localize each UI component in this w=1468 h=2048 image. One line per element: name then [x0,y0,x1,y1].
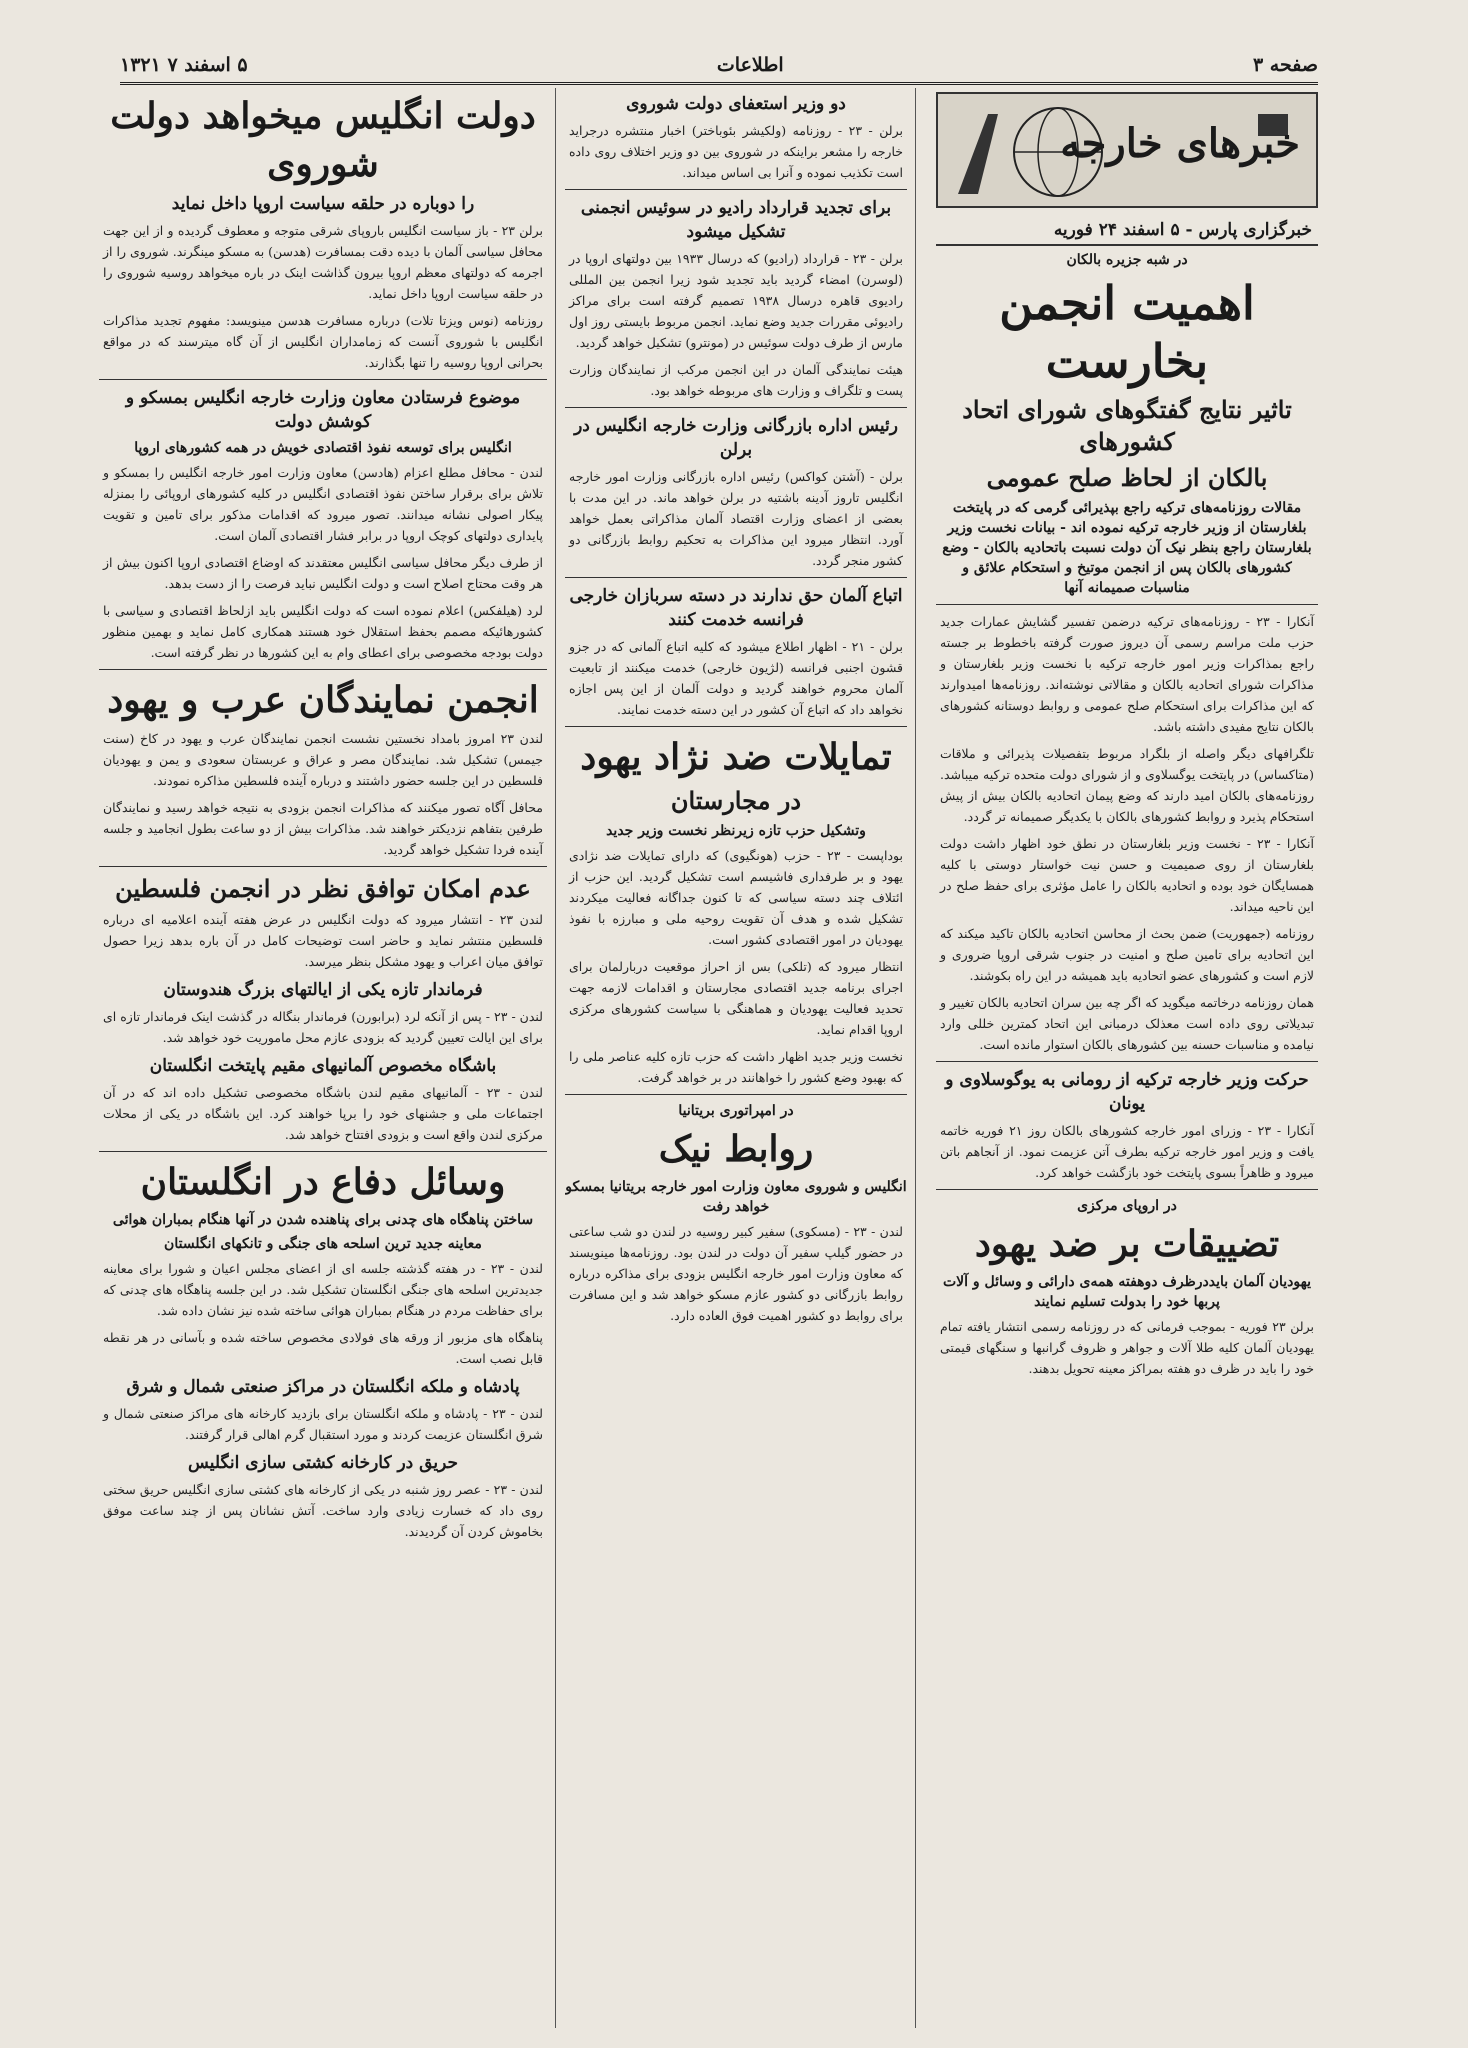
column-left [99,88,556,2028]
issue-date: ۵ اسفند ۷ ۱۳۲۱ [120,54,248,76]
subhead: ساختن پناهگاه های چدنی برای پناهنده شدن در آنها هنگام بمباران هوائی [112,1212,534,1228]
paragraph: لندن - ۲۳ - آلمانیهای مقیم لندن باشگاه مخصوصی تشکیل داده اند که در آن اجتماعات ملی و جشنهای خود را برپا خواهند کرد. این باشگاه در یکی از محلات مرکزی لندن واقع است و بزودی افتتاح خواهد شد. [103,1085,543,1142]
headline: رئیس اداره بازرگانی وزارت خارجه انگلیس در برلن [574,416,898,460]
divider [99,1151,547,1152]
headline: اتباع آلمان حق ندارند در دسته سربازان خارجی فرانسه خدمت کنند [569,586,903,630]
headline: دولت انگلیس میخواهد دولت شوروی [110,95,536,185]
headline: پادشاه و ملکه انگلستان در مراکز صنعتی شمال و شرق [126,1377,520,1397]
deck: یهودیان آلمان بایددرظرف دوهفته همه‌ی دارائی و وسائل و آلات پربها خود را بدولت تسلیم نمایند [942,1274,1311,1310]
paragraph: لندن - ۲۳ - در هفته گذشته جلسه ای از اعضای مجلس اعیان و شورا برای معاینه جدیدترین اسلحه های جنگی انگلستان تشکیل شد. در این جلسه پناهگاه های چدنی که برای حفاظت مردم در هنگام بمباران هوائی ساخته شده نیز نشان داده شد. [103,1261,543,1318]
paragraph: لندن - ۲۳ - (مسکوی) سفیر کبیر روسیه در لندن دو شب ساعتی در حضور گیلپ سفیر آن دولت در لندن بود. روزنامه‌ها مینویسند که معاون وزارت امور خارجه انگلیس بزودی برای مذاکره درباره روابط بازرگانی دو کشور عازم مسکو خواهد شد و این مسافرت برای روابط دو کشور اهمیت فوق العاده دارد. [569,1224,903,1323]
kicker: در امپراتوری بریتانیا [678,1103,794,1119]
paragraph: برلن - ۲۱ - اظهار اطلاع میشود که کلیه اتباع آلمانی که در جزو قشون اجنبی فرانسه (لژیون خارجی) خدمت میکنند از تابعیت آلمان محروم خواهند گردید و دولت آلمان از این پس اجازه نخواهد داد که اتباع آن کشور در این دسته خدمت نمایند. [569,639,903,717]
paragraph: لرد (هیلفکس) اعلام نموده است که دولت انگلیس باید ازلحاظ اقتصادی و سیاسی با کشورهائیکه مصمم بحفظ استقلال خود هستند همکاری کامل نماید و بهمین منظور دولت بودجه مخصوصی برای اعطای وام به این کشورها در نظر گرفته است. [103,603,543,660]
divider [936,1061,1318,1062]
paragraph: برلن - ۲۳ - روزنامه (ولکیشر بئوباختر) اخبار منتشره درجراید خارجه را مشعر براینکه در شوروی بین دو وزیر اختلاف روی داده است تکذیب نموده و آنرا بی اساس میداند. [569,123,903,180]
paragraph: آنکارا - ۲۳ - وزرای امور خارجه کشورهای بالکان روز ۲۱ فوریه خاتمه یافت و وزیر امور خارجه ترکیه بطرف آتن عزیمت نمود. از آنجاهم باتن میرود و ظاهراً بسوی پایتخت خود بازگشت خواهد کرد. [940,1123,1314,1180]
paragraph: هیئت نمایندگی آلمان در این انجمن مرکب از نمایندگان وزارت پست و تلگراف و وزارت های مربوطه خواهد بود. [569,362,903,398]
headline: دو وزیر استعفای دولت شوروی [626,94,846,114]
paragraph: برلن - ۲۳ - قرارداد (رادیو) که درسال ۱۹۳۳ بین دولتهای اروپا در (لوسرن) امضاء گردید باید تجدید شود زیرا انجمن بین المللی رادیوی قاهره درسال ۱۹۳۸ تصمیم گرفته است برای مراکز رادیوئی مقررات جدید وضع نماید. انجمن مربوط بایستی روز اول مارس از طرف دولت سوئیس در (مونترو) تشکیل خواهد گردید. [569,251,903,350]
paragraph: برلن ۲۳ فوریه - بموجب فرمانی که در روزنامه رسمی انتشار یافته تمام یهودیان آلمان کلیه طلا آلات و جواهر و ظروف گرانبها و سنگهای قیمتی خود را باید در ظرف دو هفته بمراکز معینه تحویل بدهند. [940,1319,1314,1376]
headline: عدم امکان توافق نظر در انجمن فلسطین [115,874,531,903]
paragraph: لندن - محافل مطلع اعزام (هادسن) معاون وزارت امور خارجه انگلیس را بمسکو و تلاش برای برقرار ساختن نفوذ اقتصادی انگلیس در کلیه کشورهای اروپائی را بمنزله پیکار اصولی نشانه میدانند. تصور میرود که اقدامات مذکور برای تامین و تقویت پایداری دولتهای کوچک اروپا در برابر فشار اقتصادی آلمان است. [103,465,543,543]
paragraph: لندن - ۲۳ - عصر روز شنبه در یکی از کارخانه های کشتی سازی انگلیس حریق سختی روی داد که خسارت زیادی وارد ساخت. آتش نشانان پس از چند ساعت موفق بخاموش کردن آن گردیدند. [103,1482,544,1539]
divider [565,577,907,578]
section-banner [936,92,1318,208]
headline: حریق در کارخانه کشتی سازی انگلیس [188,1453,458,1473]
divider [936,604,1318,605]
subhead: معاینه جدید ترین اسلحه های جنگی و تانکهای انگلستان [164,1236,482,1252]
divider [565,726,907,727]
divider [565,1094,907,1095]
paragraph: لندن - ۲۳ - پس از آنکه لرد (برابورن) فرماندار بنگاله در گذشت اینک فرماندار تازه ای برای این ایالت تعیین گردید که بزودی عازم محل ماموریت خود خواهد شد. [103,1009,543,1045]
paragraph: آنکارا - ۲۳ - روزنامه‌های ترکیه درضمن تفسیر گشایش عمارات جدید حزب ملت مراسم رسمی آن دیروز صورت گرفته باخطوط بر جسته راجع بمذاکرات وزیر امور خارجه ترکیه با نخست وزیر بلغارستان و مذاکرات شورای اتحادیه بالکان و مقالاتی نوشته‌اند. روزنامه‌ها امیدوارند که این مذاکرات برای استحکام صلح عمومی و روابط دوستانه کشورهای بالکان نتایج مفیدی داشته باشد. [940,614,1315,734]
paragraph: روزنامه (نوس ویزتا تلات) درباره مسافرت هدسن مینویسد: مفهوم تجدید مذاکرات انگلیس با شوروی آنست که زمامداران انگلیس از آن گاه میترسند که در مواقع بحرانی اروپا روسیه را تنها بگذارند. [103,313,543,370]
paragraph: برلن - (آشتن کواکس) رئیس اداره بازرگانی وزارت امور خارجه انگلیس تاروز آدینه باشتیه در برلن خواهد ماند. در این مدت با بعضی از اعضای وزارت اقتصاد آلمان مذاکراتی بعمل خواهد آورد. انتظار میرود این مذاکرات به تحکیم روابط بازرگانی دو کشور منجر گردد. [569,469,903,568]
subhead: انگلیس برای توسعه نفوذ اقتصادی خویش در همه کشورهای اروپا [134,440,512,456]
headline: انجمن نمایندگان عرب و یهود [107,679,539,721]
subhead: انگلیس و شوروی معاون وزارت امور خارجه بریتانیا بمسکو خواهد رفت [565,1179,907,1215]
divider [99,669,547,670]
divider [99,379,547,380]
masthead: اطلاعات [716,54,784,76]
divider [565,407,907,408]
subhead: وتشکیل حزب تازه زیرنظر نخست وزیر جدید [606,823,866,839]
paragraph: از طرف دیگر محافل سیاسی انگلیس معتقدند که اوضاع اقتصادی اروپا اکنون بیش از هر وقت محتاج اصلاح است و دولت انگلیس نباید فرصت را از دست بدهد. [103,555,543,591]
column-middle [565,88,916,2028]
subhead: بالکان از لحاظ صلح عمومی [986,463,1268,492]
paragraph: نخست وزیر جدید اظهار داشت که حزب تازه کلیه عناصر ملی را که بهبود وضع کشور را خواهانند در بر خواهد گرفت. [569,1049,903,1085]
headline: در مجارستان [670,786,802,815]
paragraph: انتظار میرود که (تلکی) بس از احراز موقعیت دربارلمان برای اجرای برنامه جدید اقتصادی مجارستان و اقدامات لازمه جهت تحدید فعالیت یهودیان و هماهنگی با سیاست کشورهای مرکزی اروپا اقدام نماید. [569,959,903,1037]
kicker: در اروپای مرکزی [1077,1198,1177,1214]
headline: اهمیت انجمن بخارست [999,276,1255,388]
headline: تضییقات بر ضد یهود [974,1223,1280,1265]
headline: فرماندار تازه یکی از ایالتهای بزرگ هندوستان [163,980,483,1000]
subhead: را دوباره در حلقه سیاست اروپا داخل نماید [171,194,475,214]
paragraph: بوداپست - ۲۳ - حزب (هونگیوی) که دارای تمایلات ضد نژادی یهود و بر طرفداری فاشیسم است تشکیل گردید. این حزب از ائتلاف چند دسته سیاسی که تا کنون جداگانه فعالیت میکردند تشکیل شده و هدف آن تقویت روحیه ملی و مبارزه با نفوذ یهودیان در امور اقتصادی کشور است. [569,848,903,947]
paragraph: لندن ۲۳ امروز بامداد نخستین نشست انجمن نمایندگان عرب و یهود در کاخ (سنت جیمس) تشکیل شد. نمایندگان مصر و عراق و عربستان سعودی و یمن و یهودیان فلسطین در این جلسه حضور داشتند و درباره آینده فلسطین مذاکره نمودند. [103,731,544,788]
paragraph: تلگرافهای دیگر واصله از بلگراد مربوط بتفصیلات پذیرائی و ملاقات (متاکساس) در پایتخت یوگسلاوی و از شورای دولت متحده ترکیه میباشد. روزنامه‌های بالکان امید دارند که وضع پیمان اتحادیه بالکان بیش از پیش استحکام پذیرد و روابط کشورهای بالکان با یکدیگر صمیمانه تر گردد. [940,746,1314,824]
paragraph: روزنامه (جمهوریت) ضمن بحث از محاسن اتحادیه بالکان تاکید میکند که این اتحادیه برای تامین صلح و امنیت در جنوب شرقی اروپا ضروری و لازم است و کشورهای عضو اتحادیه باید همیشه در این راه بکوشند. [940,926,1314,983]
headline: وسائل دفاع در انگلستان [140,1161,506,1203]
paragraph: همان روزنامه درخاتمه میگوید که اگر چه بین سران اتحادیه بالکان تغییر و تبدیلاتی روی داده است معذلک درمبانی این اتحاد کمترین خللی وارد نیامده و مناسبات حسنه بین کشورهای بالکان استوار مانده است. [940,995,1314,1052]
headline: موضوع فرستادن معاون وزارت خارجه انگلیس بمسکو و کوشش دولت [125,388,521,432]
paragraph: برلن ۲۳ - باز سیاست انگلیس باروپای شرقی متوجه و معطوف گردیده و از این جهت محافل سیاسی آلمان با دیده دقت بمسافرت (هدسن) به مسکو مینگرند. شوروی را از اجرمه که دولتهای معظم اروپا بیرون گذاشت اینک در باره میخواهد روسیه شوروی را در حلقه سیاست اروپا داخل نماید. [103,223,543,301]
headline: تمایلات ضد نژاد یهود [580,736,892,778]
kicker: در شبه جزیره بالکان [1066,252,1188,268]
paragraph: لندن ۲۳ - انتشار میرود که دولت انگلیس در عرض هفته آینده اعلامیه ای درباره فلسطین منتشر نماید و حاضر است توضیحات کامل در آن باره بدهد زیرا حصول توافق میان اعراب و یهود مشکل بنظر میرسد. [103,912,543,969]
paragraph: آنکارا - ۲۳ - نخست وزیر بلغارستان در نطق خود اظهار داشت دولت بلغارستان از روی صمیمیت و حسن نیت خواستار دوستی با کلیه همسایگان خود بوده و اتحادیه بالکان را عامل مؤثری برای حفظ صلح در این ناحیه میداند. [940,836,1314,914]
headline: روابط نیک [658,1128,814,1170]
divider [99,866,547,867]
paragraph: محافل آگاه تصور میکنند که مذاکرات انجمن بزودی به نتیجه خواهد رسید و نمایندگان طرفین بتفاهم نزدیکتر خواهند شد. مذاکرات بیش از دو ساعت بطول انجامید و جلسه آینده فردا تشکیل خواهد گردید. [103,800,543,857]
divider [565,189,907,190]
paragraph: پناهگاه های مزبور از ورقه های فولادی مخصوص ساخته شده و بآسانی در هر نقطه قابل نصب است. [103,1330,543,1366]
page-header [120,48,1318,85]
deck: مقالات روزنامه‌های ترکیه راجع بپذیرائی گرمی که در پایتخت بلغارستان از وزیر خارجه ترکیه نموده اند - بیانات نخست وزیر بلغارستان راجع بنظر نیک آن دولت نسبت باتحادیه بالکان - وضع کشورهای بالکان پس از انجمن موتیخ و استحکام علائق و مناسبات صمیمانه آنها [942,500,1312,596]
paragraph: لندن - ۲۳ - پادشاه و ملکه انگلستان برای بازدید کارخانه های مراکز صنعتی شمال و شرق انگلستان عزیمت کردند و مورد استقبال گرم اهالی قرار گرفتند. [103,1406,543,1442]
headline: برای تجدید قرارداد رادیو در سوئیس انجمنی تشکیل میشود [580,198,892,242]
subhead: تاثیر نتایج گفتگوهای شورای اتحاد کشورهای [962,395,1292,456]
column-foreign-news [936,88,1318,2028]
headline: باشگاه مخصوص آلمانیهای مقیم پایتخت انگلستان [149,1056,497,1076]
dateline: خبرگزاری پارس - ۵ اسفند ۲۴ فوریه [936,216,1318,246]
section-title: خبرهای خارجه [1060,120,1300,167]
page-number: صفحه ۳ [1252,54,1318,76]
divider [936,1189,1318,1190]
kicker: حرکت وزیر خارجه ترکیه از رومانی به یوگوسلاوی و یونان [945,1070,1309,1114]
